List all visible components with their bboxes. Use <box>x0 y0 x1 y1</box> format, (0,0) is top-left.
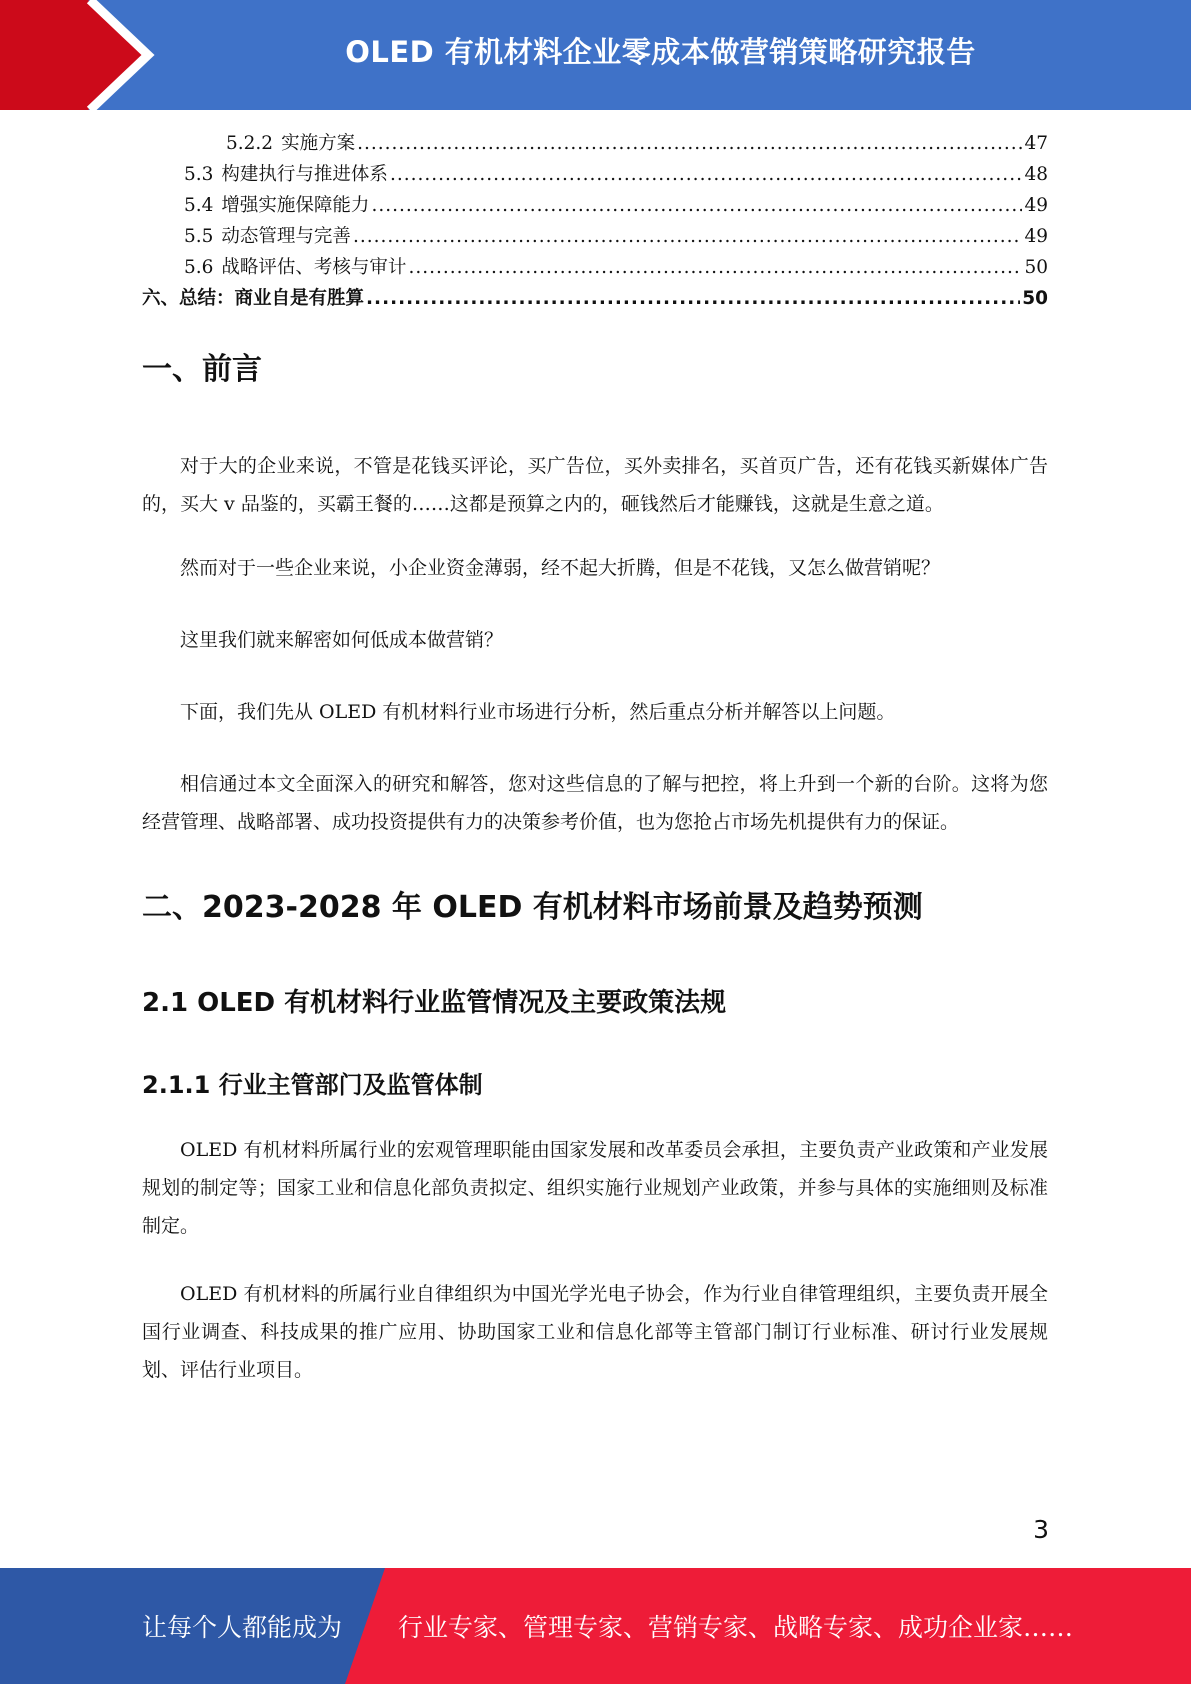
preface-paragraph: 对于大的企业来说，不管是花钱买评论，买广告位，买外卖排名，买首页广告，还有花钱买新媒体广告的，买大 v 品鉴的，买霸王餐的……这都是预算之内的，砸钱然后才能赚钱，这就是生意之道。 <box>142 455 1048 515</box>
preface-heading: 一、前言 <box>142 352 262 387</box>
section-2-1-heading: 2.1 OLED 有机材料行业监管情况及主要政策法规 <box>142 988 727 1018</box>
toc-label: 实施方案 <box>281 133 356 154</box>
footer-slogan-left: 让每个人都能成为 <box>142 1613 343 1642</box>
table-of-contents <box>142 128 1048 314</box>
toc-entry[interactable] <box>142 128 1048 159</box>
toc-entry[interactable] <box>142 221 1048 252</box>
toc-page: 48 <box>1024 164 1048 185</box>
toc-number: 5.4 <box>184 195 214 216</box>
toc-page: 47 <box>1024 133 1048 154</box>
toc-leader <box>353 221 1023 252</box>
preface-paragraph: 下面，我们先从 OLED 有机材料行业市场进行分析，然后重点分析并解答以上问题。 <box>180 701 896 723</box>
toc-label: 六、总结：商业自是有胜算 <box>142 288 365 309</box>
toc-label: 动态管理与完善 <box>221 226 351 247</box>
toc-leader <box>357 128 1022 159</box>
footer-slogan-right: 行业专家、管理专家、营销专家、战略专家、成功企业家…… <box>398 1613 1074 1642</box>
toc-page: 49 <box>1024 226 1048 247</box>
toc-entry[interactable] <box>142 252 1048 283</box>
toc-leader <box>366 283 1020 314</box>
chapter2-heading: 二、2023-2028 年 OLED 有机材料市场前景及趋势预测 <box>142 890 923 925</box>
toc-label: 增强实施保障能力 <box>221 195 370 216</box>
toc-number: 5.3 <box>184 164 214 185</box>
toc-number: 5.5 <box>184 226 214 247</box>
main-content <box>142 345 1048 1389</box>
preface-paragraph: 然而对于一些企业来说，小企业资金薄弱，经不起大折腾，但是不花钱，又怎么做营销呢？ <box>180 557 941 579</box>
toc-entry[interactable] <box>142 283 1048 314</box>
toc-entry[interactable] <box>142 190 1048 221</box>
toc-number: 5.6 <box>184 257 214 278</box>
toc-label: 战略评估、考核与审计 <box>221 257 407 278</box>
header-title: OLED 有机材料企业零成本做营销策略研究报告 <box>345 34 976 69</box>
section-paragraph: OLED 有机材料所属行业的宏观管理职能由国家发展和改革委员会承担，主要负责产业政策和产业发展规划的制定等；国家工业和信息化部负责拟定、组织实施行业规划产业政策，并参与具体的实施细则及标准制定。 <box>142 1139 1048 1237</box>
toc-label: 构建执行与推进体系 <box>221 164 388 185</box>
toc-entry[interactable] <box>142 159 1048 190</box>
section-paragraph: OLED 有机材料的所属行业自律组织为中国光学光电子协会，作为行业自律管理组织，主要负责开展全国行业调查、科技成果的推广应用、协助国家工业和信息化部等主管部门制订行业标准、研讨行业发展规划、评估行业项目。 <box>142 1283 1048 1381</box>
preface-paragraph: 相信通过本文全面深入的研究和解答，您对这些信息的了解与把控，将上升到一个新的台阶。这将为您经营管理、战略部署、成功投资提供有力的决策参考价值，也为您抢占市场先机提供有力的保证。 <box>142 773 1048 833</box>
toc-page: 50 <box>1022 288 1048 309</box>
toc-page: 49 <box>1024 195 1048 216</box>
preface-paragraph: 这里我们就来解密如何低成本做营销？ <box>180 629 504 651</box>
toc-leader <box>371 190 1022 221</box>
toc-leader <box>390 159 1023 190</box>
page-footer <box>0 1568 1191 1684</box>
toc-number: 5.2.2 <box>226 133 274 154</box>
header-chevron-decoration <box>0 0 170 110</box>
page-header <box>0 0 1191 110</box>
section-2-1-1-heading: 2.1.1 行业主管部门及监管体制 <box>142 1071 483 1099</box>
toc-leader <box>408 252 1022 283</box>
page-number: 3 <box>1033 1515 1049 1544</box>
toc-page: 50 <box>1024 257 1048 278</box>
